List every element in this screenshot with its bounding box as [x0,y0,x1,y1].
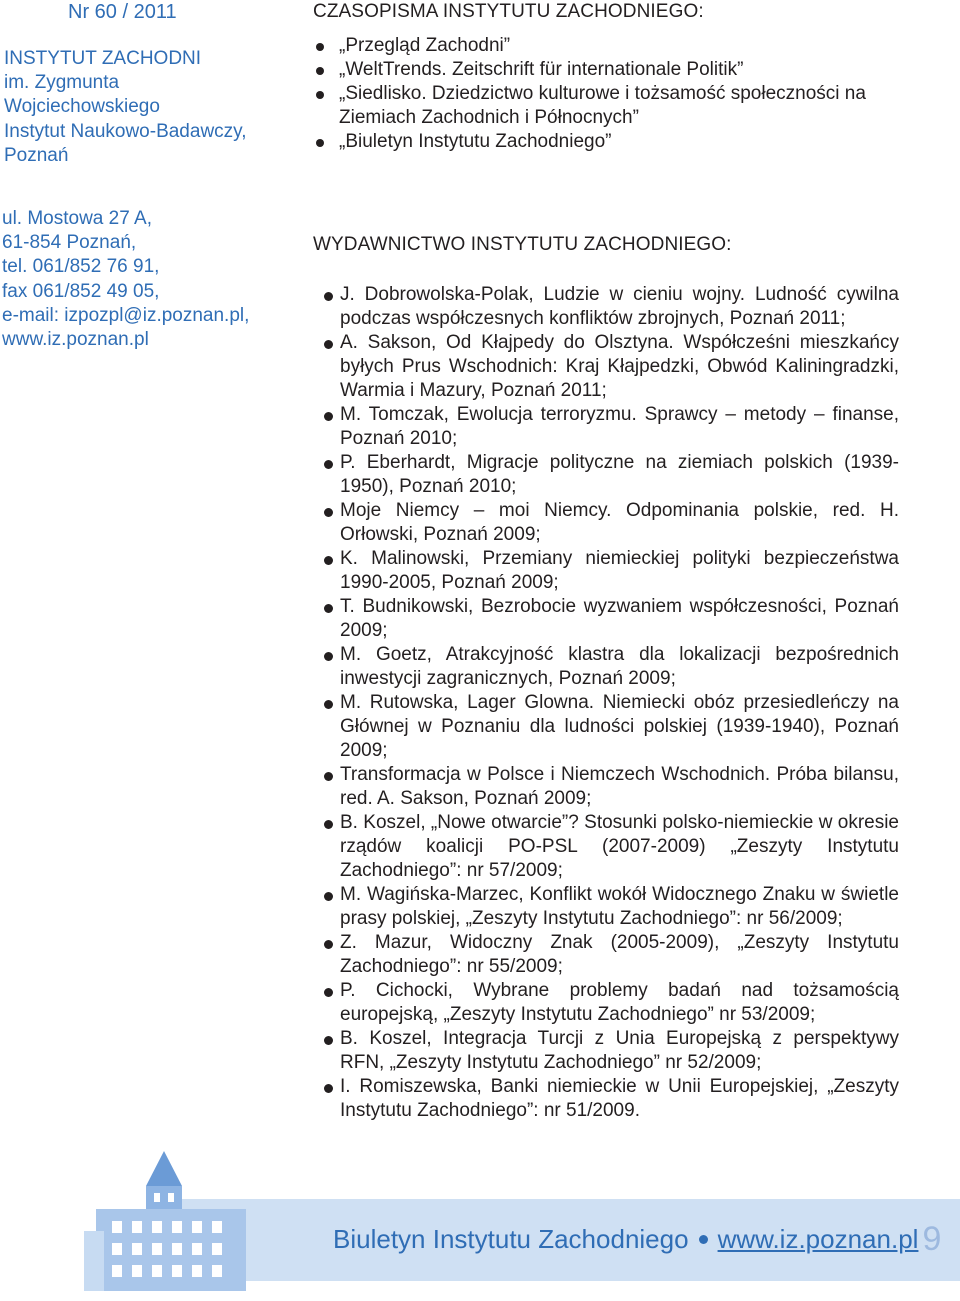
footer-title: Biuletyn Instytutu Zachodniego [333,1224,689,1254]
list-item: „Siedlisko. Dziedzictwo kulturowe i tożsamość społeczności na Ziemiach Zachodnich i Północnych” [313,82,903,130]
email-link[interactable]: e-mail: izpozpl@iz.poznan.pl, [2,304,250,326]
postal-line: 61-854 Poznań, [2,232,137,254]
page-number: 9 [922,1220,942,1258]
list-item: „Przegląd Zachodni” [313,34,903,58]
issue-number: Nr 60 / 2011 [0,0,292,28]
list-item: M. Rutowska, Lager Glowna. Niemiecki obóz przesiedleńczy na Głównej w Poznaniu dla ludności polskiej (1939-1940), Poznań 2009; [313,691,899,763]
list-item: Transformacja w Polsce i Niemczech Wschodnich. Próba bilansu, red. A. Sakson, Poznań 2009; [313,763,899,811]
institute-line: Wojciechowskiego [4,96,160,118]
list-item: B. Koszel, „Nowe otwarcie”? Stosunki polsko-niemieckie w okresie rządów koalicji PO-PSL (2007-2009) „Zeszyty Instytutu Zachodniego”: nr 57/2009; [313,811,899,883]
list-item: „WeltTrends. Zeitschrift für internationale Politik” [313,58,903,82]
list-item: „Biuletyn Instytutu Zachodniego” [313,130,903,154]
bullet-icon [699,1235,708,1244]
list-item: M. Tomczak, Ewolucja terroryzmu. Sprawcy – metody – finanse, Poznań 2010; [313,403,899,451]
magazines-list [313,34,903,154]
list-item: P. Eberhardt, Migracje polityczne na ziemiach polskich (1939-1950), Poznań 2010; [313,451,899,499]
fax-line: fax 061/852 49 05, [2,280,160,302]
institute-line: Poznań [4,144,69,166]
list-item: J. Dobrowolska-Polak, Ludzie w cieniu wojny. Ludność cywilna podczas współczesnych konfliktów zbrojnych, Poznań 2011; [313,283,899,331]
magazines-title: CZASOPISMA INSTYTUTU ZACHODNIEGO: [313,1,704,22]
main-content [313,0,903,1121]
website-link[interactable]: www.iz.poznan.pl [2,329,149,351]
footer-url-link[interactable]: www.iz.poznan.pl [717,1224,919,1254]
list-item: T. Budnikowski, Bezrobocie wyzwaniem współczesności, Poznań 2009; [313,595,899,643]
list-item: Moje Niemcy – moi Niemcy. Odpominania polskie, red. H. Orłowski, Poznań 2009; [313,499,899,547]
list-item: I. Romiszewska, Banki niemieckie w Unii Europejskiej, „Zeszyty Instytutu Zachodniego”: nr 51/2009. [313,1075,899,1123]
list-item: M. Goetz, Atrakcyjność klastra dla lokalizacji bezpośrednich inwestycji zagranicznych, Poznań 2009; [313,643,899,691]
list-item: B. Koszel, Integracja Turcji z Unia Europejską z perspektywy RFN, „Zeszyty Instytutu Zachodniego” nr 52/2009; [313,1027,899,1075]
list-item: Z. Mazur, Widoczny Znak (2005-2009), „Zeszyty Instytutu Zachodniego”: nr 55/2009; [313,931,899,979]
footer-caption [333,1222,941,1256]
footer [0,1165,960,1295]
phone-line: tel. 061/852 76 91, [2,256,160,278]
institute-line: Instytut Naukowo-Badawczy, [4,120,247,142]
list-item: A. Sakson, Od Kłajpedy do Olsztyna. Współcześni mieszkańcy byłych Prus Wschodnich: Kraj Kłajpedzki, Obwód Kaliningradzki, Warmia i Mazury, Poznań 2011; [313,331,899,403]
building-logo-icon [76,1151,286,1301]
contact-info [0,207,294,352]
list-item: K. Malinowski, Przemiany niemieckiej polityki bezpieczeństwa 1990-2005, Poznań 2009; [313,547,899,595]
list-item: P. Cichocki, Wybrane problemy badań nad tożsamością europejską, „Zeszyty Instytutu Zachodniego” nr 53/2009; [313,979,899,1027]
publications-list [313,283,899,1123]
institute-name [0,42,292,178]
address-line: ul. Mostowa 27 A, [2,208,152,229]
institute-line: INSTYTUT ZACHODNI [4,48,202,69]
institute-line: im. Zygmunta [4,72,120,94]
list-item: M. Wagińska-Marzec, Konflikt wokół Widocznego Znaku w świetle prasy polskiej, „Zeszyty Instytutu Zachodniego”: nr 56/2009; [313,883,899,931]
publications-title: WYDAWNICTWO INSTYTUTU ZACHODNIEGO: [313,234,732,255]
sidebar [0,0,305,1165]
